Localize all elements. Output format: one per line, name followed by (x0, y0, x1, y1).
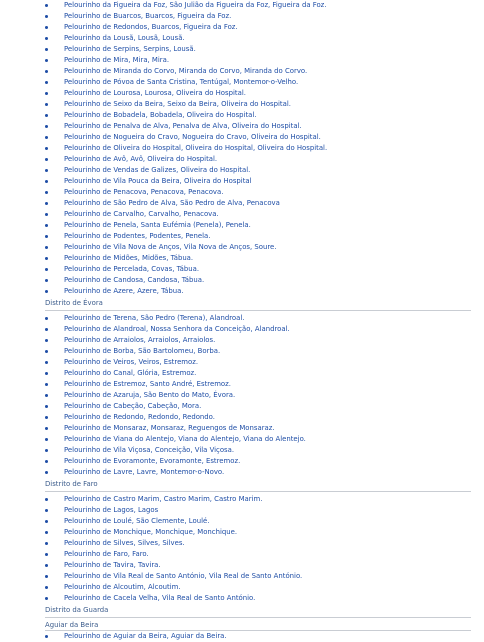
list-item (45, 231, 484, 242)
bullet-icon (45, 317, 48, 320)
pelourinho-link[interactable]: Pelourinho de Oliveira do Hospital, Oliveira do Hospital, Oliveira do Hospital. (64, 144, 328, 152)
pelourinho-link[interactable]: Pelourinho de Póvoa de Santa Cristina, Tentúgal, Montemor-o-Velho. (64, 78, 299, 86)
bullet-icon (45, 586, 48, 589)
list-item (45, 143, 484, 154)
pelourinho-link[interactable]: Pelourinho de Alcoutim, Alcoutim. (64, 583, 181, 591)
list-item (45, 187, 484, 198)
pelourinho-link[interactable]: Pelourinho de Lagos, Lagos (64, 506, 159, 514)
list-item (45, 198, 484, 209)
list-item (45, 220, 484, 231)
pelourinho-link[interactable]: Pelourinho de Avô, Avô, Oliveira do Hospital. (64, 155, 218, 163)
pelourinho-link[interactable]: Pelourinho de Vila Pouca da Beira, Oliveira do Hospital (64, 177, 252, 185)
pelourinho-link[interactable]: Pelourinho de Vila Real de Santo António, Vila Real de Santo António. (64, 572, 303, 580)
pelourinho-link[interactable]: Pelourinho de Bobadela, Bobadela, Oliveira do Hospital. (64, 111, 257, 119)
list-item (45, 33, 484, 44)
list-item (45, 445, 484, 456)
district-heading-evora: Distrito de Évora (45, 298, 471, 311)
pelourinho-link[interactable]: Pelourinho de Cabeção, Cabeção, Mora. (64, 402, 202, 410)
bullet-icon (45, 147, 48, 150)
bullet-icon (45, 460, 48, 463)
pelourinho-link[interactable]: Pelourinho de Arraiolos, Arraiolos, Arraiolos. (64, 336, 216, 344)
list-item (45, 176, 484, 187)
pelourinho-link[interactable]: Pelourinho de Redondo, Redondo, Redondo. (64, 413, 215, 421)
pelourinho-link[interactable]: Pelourinho de Azaruja, São Bento do Mato, Évora. (64, 391, 236, 399)
pelourinho-link[interactable]: Pelourinho da Figueira da Foz, São Julião da Figueira da Foz, Figueira da Foz. (64, 1, 327, 9)
pelourinho-link[interactable]: Pelourinho de Monchique, Monchique, Monchique. (64, 528, 238, 536)
pelourinho-link[interactable]: Pelourinho de Monsaraz, Monsaraz, Reguengos de Monsaraz. (64, 424, 275, 432)
list-item (45, 582, 484, 593)
pelourinho-link[interactable]: Pelourinho de Faro, Faro. (64, 550, 149, 558)
pelourinho-link[interactable]: Pelourinho de Terena, São Pedro (Terena), Alandroal. (64, 314, 245, 322)
bullet-icon (45, 350, 48, 353)
pelourinho-link[interactable]: Pelourinho do Canal, Glória, Estremoz. (64, 369, 197, 377)
bullet-icon (45, 597, 48, 600)
list-item (45, 494, 484, 505)
bullet-icon (45, 81, 48, 84)
pelourinho-link[interactable]: Pelourinho de Evoramonte, Evoramonte, Estremoz. (64, 457, 241, 465)
list-item (45, 44, 484, 55)
bullet-icon (45, 268, 48, 271)
pelourinho-link[interactable]: Pelourinho de Cacela Velha, Vila Real de Santo António. (64, 594, 256, 602)
pelourinho-link[interactable]: Pelourinho de Mira, Mira, Mira. (64, 56, 170, 64)
list-item (45, 527, 484, 538)
list-item (45, 22, 484, 33)
list-item (45, 368, 484, 379)
pelourinho-link[interactable]: Pelourinho de Silves, Silves, Silves. (64, 539, 185, 547)
bullet-icon (45, 158, 48, 161)
list-item (45, 165, 484, 176)
guarda-list (0, 631, 484, 642)
list-item (45, 253, 484, 264)
pelourinho-link[interactable]: Pelourinho de Vila Viçosa, Conceição, Vila Viçosa. (64, 446, 235, 454)
pelourinho-link[interactable]: Pelourinho de Aguiar da Beira, Aguiar da Beira. (64, 632, 227, 640)
list-item (45, 538, 484, 549)
bullet-icon (45, 125, 48, 128)
bullet-icon (45, 383, 48, 386)
list-item (45, 99, 484, 110)
list-item (45, 264, 484, 275)
pelourinho-link[interactable]: Pelourinho de Azere, Azere, Tábua. (64, 287, 184, 295)
list-item (45, 357, 484, 368)
district-heading-faro: Distrito de Faro (45, 479, 471, 492)
pelourinho-link[interactable]: Pelourinho de Lavre, Lavre, Montemor-o-Novo. (64, 468, 225, 476)
bullet-icon (45, 290, 48, 293)
bullet-icon (45, 48, 48, 51)
bullet-icon (45, 213, 48, 216)
bullet-icon (45, 4, 48, 7)
list-item (45, 412, 484, 423)
bullet-icon (45, 114, 48, 117)
bullet-icon (45, 70, 48, 73)
bullet-icon (45, 37, 48, 40)
list-item (45, 335, 484, 346)
bullet-icon (45, 575, 48, 578)
pelourinho-link[interactable]: Pelourinho da Lousã, Lousã, Lousã. (64, 34, 185, 42)
list-item (45, 390, 484, 401)
bullet-icon (45, 427, 48, 430)
pelourinho-link[interactable]: Pelourinho de Loulé, São Clemente, Loulé. (64, 517, 210, 525)
list-item (45, 324, 484, 335)
list-item (45, 505, 484, 516)
pelourinho-link[interactable]: Pelourinho de Lourosa, Lourosa, Oliveira do Hospital. (64, 89, 246, 97)
list-item (45, 571, 484, 582)
list-item (45, 434, 484, 445)
bullet-icon (45, 531, 48, 534)
bullet-icon (45, 405, 48, 408)
pelourinho-link[interactable]: Pelourinho de Vila Nova de Anços, Vila Nova de Anços, Soure. (64, 243, 277, 251)
list-item (45, 346, 484, 357)
bullet-icon (45, 180, 48, 183)
list-item (45, 66, 484, 77)
list-item (45, 423, 484, 434)
bullet-icon (45, 136, 48, 139)
bullet-icon (45, 416, 48, 419)
pelourinho-link[interactable]: Pelourinho de Podentes, Podentes, Penela. (64, 232, 211, 240)
list-item (45, 11, 484, 22)
bullet-icon (45, 224, 48, 227)
bullet-icon (45, 438, 48, 441)
bullet-icon (45, 202, 48, 205)
bullet-icon (45, 498, 48, 501)
bullet-icon (45, 92, 48, 95)
pelourinho-link[interactable]: Pelourinho de Miranda do Corvo, Miranda do Corvo, Miranda do Corvo. (64, 67, 308, 75)
pelourinho-link[interactable]: Pelourinho de Buarcos, Buarcos, Figueira da Foz. (64, 12, 232, 20)
list-item (45, 467, 484, 478)
evora-list (0, 313, 484, 478)
list-item (45, 631, 484, 642)
pelourinho-link[interactable]: Pelourinho de Serpins, Serpins, Lousã. (64, 45, 196, 53)
bullet-icon (45, 509, 48, 512)
list-item (45, 456, 484, 467)
list-item (45, 313, 484, 324)
list-item (45, 560, 484, 571)
pelourinho-link[interactable]: Pelourinho de Penalva de Alva, Penalva de Alva, Oliveira do Hospital. (64, 122, 302, 130)
pelourinho-link[interactable]: Pelourinho de São Pedro de Alva, São Pedro de Alva, Penacova (64, 199, 280, 207)
bullet-icon (45, 328, 48, 331)
bullet-icon (45, 103, 48, 106)
bullet-icon (45, 246, 48, 249)
bullet-icon (45, 635, 48, 638)
bullet-icon (45, 520, 48, 523)
bullet-icon (45, 26, 48, 29)
pelourinho-link[interactable]: Pelourinho de Seixo da Beira, Seixo da Beira, Oliveira do Hospital. (64, 100, 291, 108)
pelourinho-link[interactable]: Pelourinho de Carvalho, Carvalho, Penacova. (64, 210, 219, 218)
bullet-icon (45, 169, 48, 172)
pelourinho-link[interactable]: Pelourinho de Veiros, Veiros, Estremoz. (64, 358, 199, 366)
bullet-icon (45, 564, 48, 567)
pelourinho-link[interactable]: Pelourinho de Estremoz, Santo André, Estremoz. (64, 380, 231, 388)
list-item (45, 593, 484, 604)
coimbra-list (0, 0, 484, 297)
pelourinho-link[interactable]: Pelourinho de Borba, São Bartolomeu, Borba. (64, 347, 221, 355)
bullet-icon (45, 372, 48, 375)
list-item (45, 0, 484, 11)
bullet-icon (45, 257, 48, 260)
list-item (45, 154, 484, 165)
list-item (45, 275, 484, 286)
bullet-icon (45, 471, 48, 474)
bullet-icon (45, 339, 48, 342)
pelourinho-link[interactable]: Pelourinho de Alandroal, Nossa Senhora da Conceição, Alandroal. (64, 325, 290, 333)
bullet-icon (45, 235, 48, 238)
district-heading-guarda: Distrito da Guarda (45, 605, 471, 618)
pelourinho-link[interactable]: Pelourinho de Penacova, Penacova, Penacova. (64, 188, 224, 196)
pelourinho-link[interactable]: Pelourinho de Tavira, Tavira. (64, 561, 161, 569)
list-item (45, 401, 484, 412)
list-item (45, 55, 484, 66)
bullet-icon (45, 553, 48, 556)
pelourinho-link[interactable]: Pelourinho de Redondos, Buarcos, Figueira da Foz. (64, 23, 238, 31)
list-item (45, 516, 484, 527)
pelourinho-link[interactable]: Pelourinho de Midões, Midões, Tábua. (64, 254, 194, 262)
list-item (45, 132, 484, 143)
pelourinho-link[interactable]: Pelourinho de Penela, Santa Eufémia (Penela), Penela. (64, 221, 251, 229)
bullet-icon (45, 191, 48, 194)
pelourinho-link[interactable]: Pelourinho de Candosa, Candosa, Tábua. (64, 276, 205, 284)
list-item (45, 549, 484, 560)
subgroup-heading-aguiar-da-beira: Aguiar da Beira (45, 620, 471, 631)
faro-list (0, 494, 484, 604)
bullet-icon (45, 449, 48, 452)
pelourinho-link[interactable]: Pelourinho de Nogueira do Cravo, Nogueira do Cravo, Oliveira do Hospital. (64, 133, 321, 141)
pelourinho-link[interactable]: Pelourinho de Castro Marim, Castro Marim, Castro Marim. (64, 495, 263, 503)
list-item (45, 286, 484, 297)
bullet-icon (45, 279, 48, 282)
bullet-icon (45, 542, 48, 545)
list-item (45, 110, 484, 121)
list-item (45, 88, 484, 99)
list-item (45, 242, 484, 253)
pelourinho-link[interactable]: Pelourinho de Vendas de Galizes, Oliveira do Hospital. (64, 166, 251, 174)
bullet-icon (45, 59, 48, 62)
list-item (45, 209, 484, 220)
list-item (45, 121, 484, 132)
bullet-icon (45, 361, 48, 364)
pelourinho-link[interactable]: Pelourinho de Percelada, Covas, Tábua. (64, 265, 200, 273)
bullet-icon (45, 15, 48, 18)
list-item (45, 77, 484, 88)
bullet-icon (45, 394, 48, 397)
list-item (45, 379, 484, 390)
pelourinho-link[interactable]: Pelourinho de Viana do Alentejo, Viana do Alentejo, Viana do Alentejo. (64, 435, 306, 443)
